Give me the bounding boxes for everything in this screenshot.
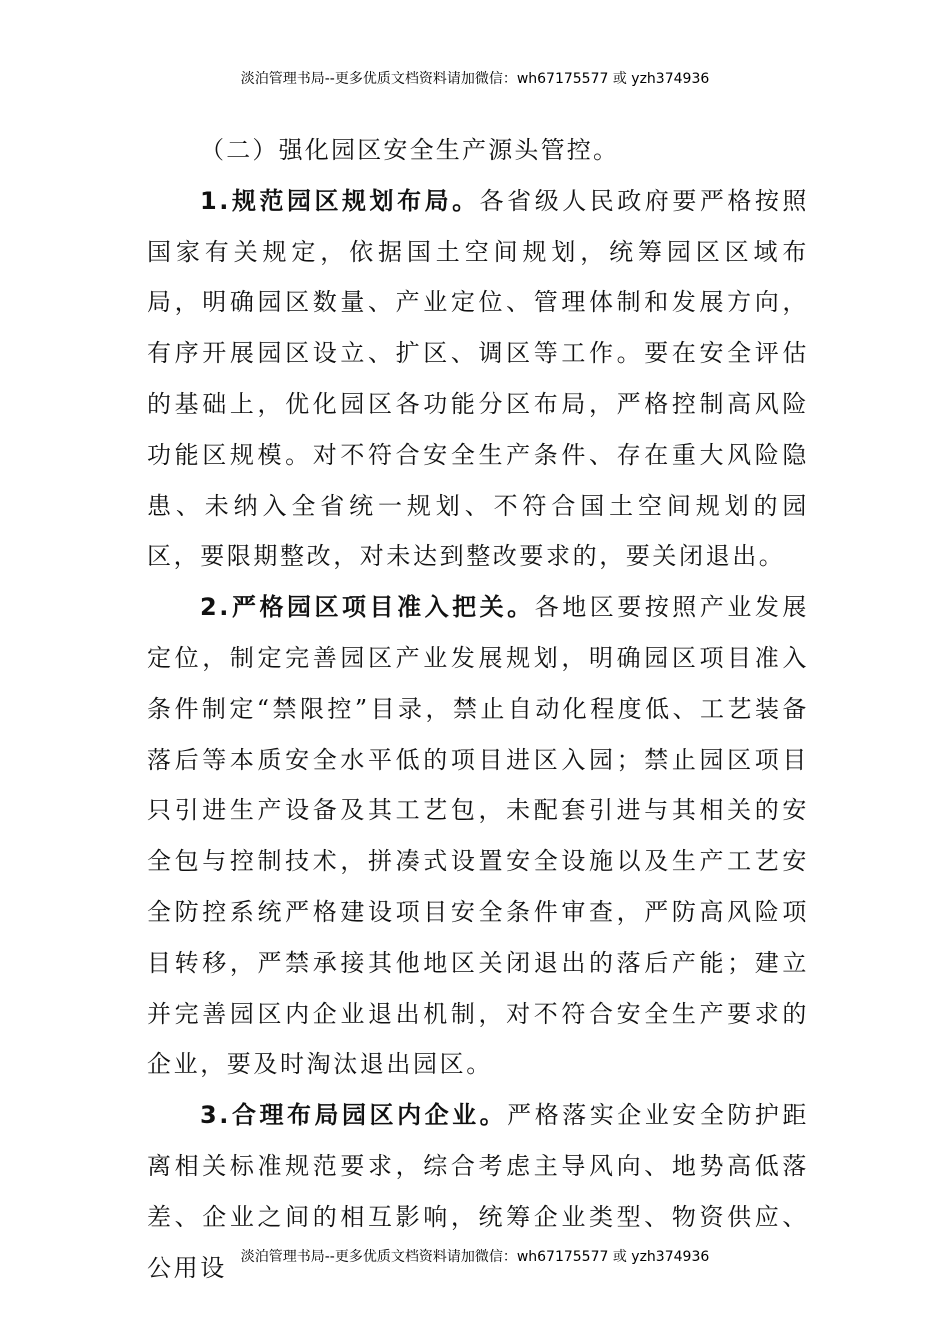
document-body: [147, 125, 809, 1293]
item-3-title: 3.合理布局园区内企业。: [200, 1101, 508, 1130]
item-1-title: 1.规范园区规划布局。: [200, 186, 480, 215]
footer-watermark: 淡泊管理书局--更多优质文档资料请加微信：wh67175577 或 yzh374936: [240, 1249, 710, 1265]
item-2-paragraph: [147, 582, 809, 1090]
section-heading: （二）强化园区安全生产源头管控。: [200, 136, 620, 164]
item-2-body: 各地区要按照产业发展定位，制定完善园区产业发展规划，明确园区项目准入条件制定“禁限控”目录，禁止自动化程度低、工艺装备落后等本质安全水平低的项目进区入园；禁止园区项目只引进生产设备及其工艺包，未配套引进与其相关的安全包与控制技术，拼凑式设置安全设施以及生产工艺安全防控系统严格建设项目安全条件审查，严防高风险项目转移，严禁承接其他地区关闭退出的落后产能；建立并完善园区内企业退出机制，对不符合安全生产要求的企业，要及时淘汰退出园区。: [147, 593, 809, 1079]
item-1-body: 各省级人民政府要严格按照国家有关规定，依据国土空间规划，统筹园区区域布局，明确园区数量、产业定位、管理体制和发展方向，有序开展园区设立、扩区、调区等工作。要在安全评估的基础上，优化园区各功能分区布局，严格控制高风险功能区规模。对不符合安全生产条件、存在重大风险隐患、未纳入全省统一规划、不符合国土空间规划的园区，要限期整改，对未达到整改要求的，要关闭退出。: [147, 186, 810, 571]
item-2-title: 2.严格园区项目准入把关。: [200, 593, 535, 622]
header-watermark: 淡泊管理书局--更多优质文档资料请加微信：wh67175577 或 yzh374936: [240, 71, 710, 87]
item-1-paragraph: [147, 176, 809, 582]
item-3-body: 严格落实企业安全防护距离相关标准规范要求，综合考虑主导风向、地势高低落差、企业之间的相互影响，统筹企业类型、物资供应、公用设: [147, 1101, 809, 1282]
